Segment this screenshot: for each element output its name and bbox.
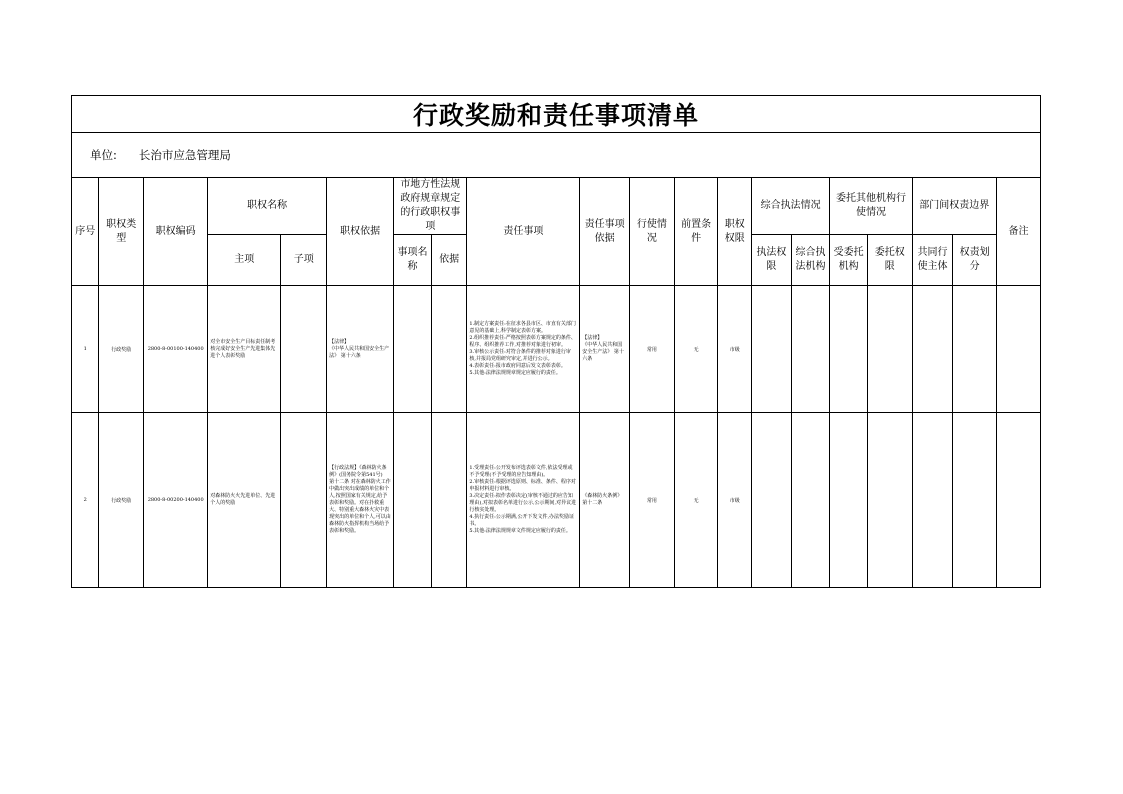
header-resp: 责任事项 [467, 178, 580, 286]
header-code: 职权编码 [144, 178, 208, 286]
cell-exercise: 常用 [630, 413, 675, 588]
header-type: 职权类型 [99, 178, 144, 286]
cell-entrust-power [867, 286, 912, 413]
cell-local-item [394, 286, 432, 413]
cell-type: 行政奖励 [99, 286, 144, 413]
cell-remark [996, 413, 1040, 588]
cell-exercise: 常用 [630, 286, 675, 413]
cell-enforce-org [791, 413, 830, 588]
cell-enforce-power [752, 413, 792, 588]
table-row [72, 286, 1041, 413]
header-entrusted: 受委托机构 [830, 235, 868, 286]
cell-local-basis [431, 413, 467, 588]
header-resp-basis: 责任事项依据 [580, 178, 630, 286]
cell-precondition: 无 [674, 286, 718, 413]
header-local-rules: 市地方性法规政府规章规定的行政职权事项 [394, 178, 467, 235]
cell-local-basis [431, 286, 467, 413]
unit-label: 单位: [90, 148, 117, 162]
cell-seq: 1 [72, 286, 99, 413]
cell-enforce-org [791, 286, 830, 413]
cell-local-item [394, 413, 432, 588]
unit-line [72, 133, 1041, 178]
table-row [72, 413, 1041, 588]
cell-division [953, 413, 997, 588]
header-enforce: 综合执法情况 [752, 178, 830, 235]
cell-sub [281, 413, 327, 588]
header-name-main: 主项 [208, 235, 281, 286]
header-entrust: 委托其他机构行使情况 [830, 178, 912, 235]
cell-main: 对全市安全生产目标责任制考核完成好安全生产先进集体先进个人表彰奖励 [208, 286, 281, 413]
cell-enforce-power [752, 286, 792, 413]
header-local-item: 事项名称 [394, 235, 432, 286]
header-entrust-power: 委托权限 [867, 235, 912, 286]
cell-code: 2800-8-00100-140400 [144, 286, 208, 413]
cell-precondition: 无 [674, 413, 718, 588]
header-exercise: 行使情况 [630, 178, 675, 286]
cell-main: 对森林防火火先进单位、先进个人的奖励 [208, 413, 281, 588]
cell-resp: 1.制定方案责任:在征求各县市区、市直有关部门意见的基础上,科学制定表彰方案。 2.组织推荐责任:严格按照表彰方案规定的条件、程序、组织推荐工作,对推荐对象进行初审。 3.审核公示责任:对符合条件的推荐对象进行审核,并报局党组研究审定,并进行公示。 4.表彰责任:报市政府同意后发文表彰表彰。 5.其他:法律法规规章规定应履行的责任。 [467, 286, 580, 413]
responsibility-list-table [71, 95, 1041, 588]
cell-resp-basis: 【法律】 《中华人民共和国安全生产法》 第十六条 [580, 286, 630, 413]
unit-value: 长治市应急管理局 [138, 148, 231, 162]
header-remark: 备注 [996, 178, 1040, 286]
header-division: 权责划分 [953, 235, 997, 286]
header-basis: 职权依据 [327, 178, 394, 286]
cell-sub [281, 286, 327, 413]
cell-co-subject [912, 413, 953, 588]
header-level: 职权权限 [718, 178, 752, 286]
cell-co-subject [912, 286, 953, 413]
header-co-subject: 共同行使主体 [912, 235, 953, 286]
cell-entrust-power [867, 413, 912, 588]
cell-level: 市级 [718, 413, 752, 588]
cell-type: 行政奖励 [99, 413, 144, 588]
header-name: 职权名称 [208, 178, 327, 235]
cell-resp: 1.受理责任:公开发布评选表彰文件,依法受理或不予受理(不予受理的应告知理由)。 2.审核责任:根据评选原则、标准、条件、程序对申报材料进行审核。 3.决定责任:拟作表彰决定(审核不通过的应告知理由),对拟表彰名单进行公示,公示期间,对异议进行核实处理。 4.执行责任:公示期满,公开下发文件,办法奖励证书。 5.其他:法律法规规章文件规定应履行的责任。 [467, 413, 580, 588]
cell-seq: 2 [72, 413, 99, 588]
header-local-basis: 依据 [431, 235, 467, 286]
header-enforce-power: 执法权限 [752, 235, 792, 286]
cell-level: 市级 [718, 286, 752, 413]
header-name-sub: 子项 [281, 235, 327, 286]
header-seq: 序号 [72, 178, 99, 286]
page-title: 行政奖励和责任事项清单 [72, 96, 1041, 133]
header-boundary: 部门间权责边界 [912, 178, 996, 235]
cell-basis: 【行政法规】《森林防火条例》(国务院令第541号) 第十二条 对在森林防火工作中做出突出成绩的单位和个人,按照国家有关规定,给予表彰和奖励。对在扑救重大、特别重大森林火灾中表现突出的单位和个人,可以由森林防火指挥机构当场给予表彰和奖励。 [327, 413, 394, 588]
cell-resp-basis: 《森林防火条例》第十二条 [580, 413, 630, 588]
cell-remark [996, 286, 1040, 413]
header-enforce-org: 综合执法机构 [791, 235, 830, 286]
cell-entrusted [830, 413, 868, 588]
cell-basis: 【法律】 《中华人民共和国安全生产法》 第十六条 [327, 286, 394, 413]
cell-entrusted [830, 286, 868, 413]
cell-code: 2800-8-00200-140400 [144, 413, 208, 588]
cell-division [953, 286, 997, 413]
header-precondition: 前置条件 [674, 178, 718, 286]
